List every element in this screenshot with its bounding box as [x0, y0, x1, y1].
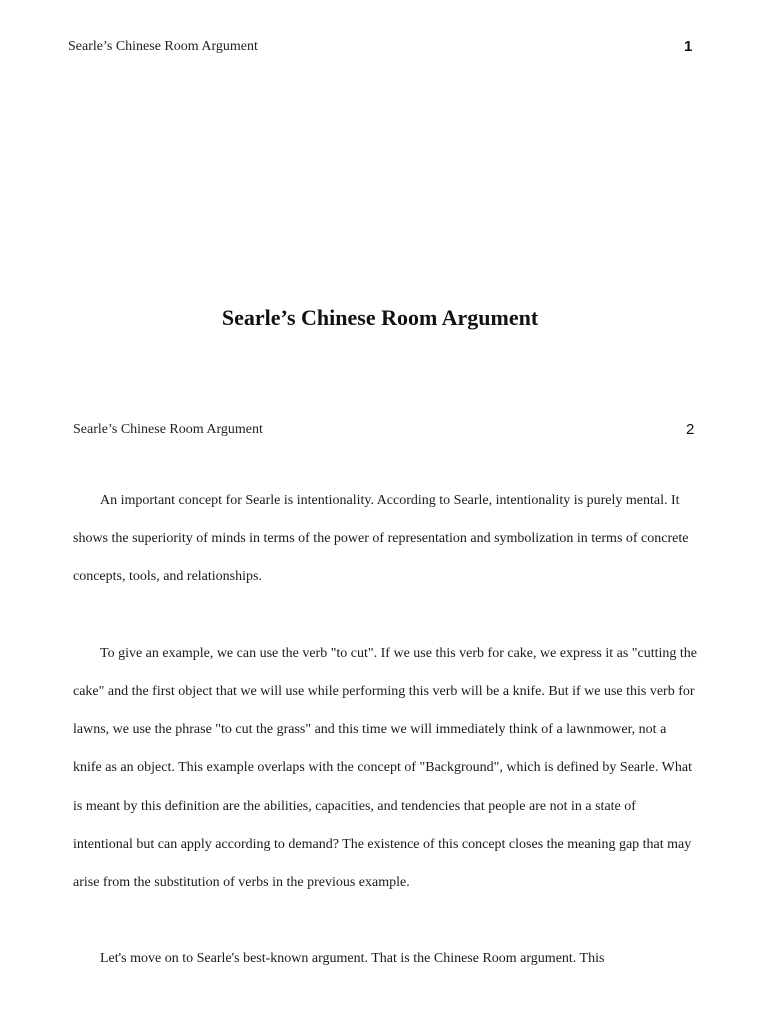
page-number: 1: [684, 38, 693, 55]
document-page-1: [0, 0, 768, 400]
document-title: Searle’s Chinese Room Argument: [221, 305, 539, 330]
page-number: 2: [686, 421, 695, 438]
paragraph-to-cut-example: To give an example, we can use the verb "to cut". If we use this verb for cake, we express it as "cutting the cake" and the first object that we will use while performing this verb will be a knife. But if we use this verb for lawns, we use the phrase "to cut the grass" and this time we will immediately think of a lawnmower, not a knife as an object. This example overlaps with the concept of "Background", which is defined by Searle. What is meant by this definition are the abilities, capacities, and tendencies that people are not in a state of intentional but can apply according to demand? The existence of this concept closes the meaning gap that may arise from the substitution of verbs in the previous example.: [73, 645, 697, 891]
document-page-2: [0, 400, 768, 1024]
body-text: [73, 482, 698, 1017]
running-head: Searle’s Chinese Room Argument: [73, 422, 263, 437]
paragraph-intentionality: An important concept for Searle is intentionality. According to Searle, intentionality is purely mental. It shows the superiority of minds in terms of the power of representation and symbolization in terms of concrete concepts, tools, and relationships.: [73, 493, 689, 585]
paragraph-chinese-room: Let's move on to Searle's best-known argument. That is the Chinese Room argument. This: [100, 951, 605, 967]
running-head: Searle’s Chinese Room Argument: [68, 39, 258, 54]
